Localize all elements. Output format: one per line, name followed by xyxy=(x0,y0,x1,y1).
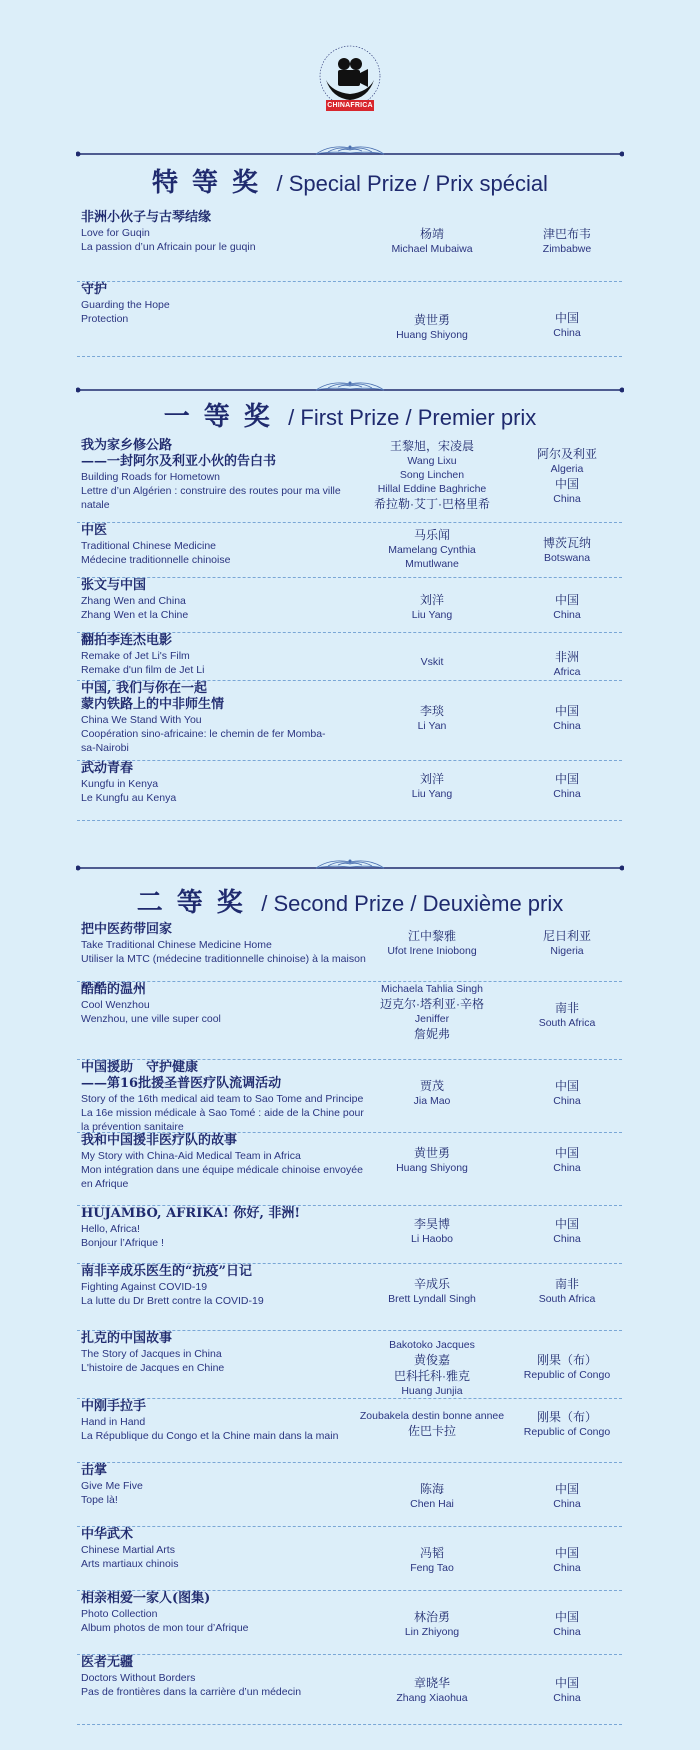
entry-author-people-en2: Jeniffer xyxy=(414,1013,450,1025)
entry-author-block xyxy=(347,771,517,801)
entry-country-en: China xyxy=(553,720,581,732)
entry-country-en: China xyxy=(553,1095,581,1107)
entry-country-en: Africa xyxy=(553,666,581,678)
entry-country-zh: 刚果（布） xyxy=(536,1353,597,1367)
entry-title-fr-line2: en Afrique xyxy=(81,1178,129,1190)
entry-author-people-zh: 黄俊嘉 xyxy=(413,1353,450,1367)
entry-country-en2: China xyxy=(553,493,581,505)
award-entry xyxy=(77,633,622,681)
entry-title-fr: Coopération sino-africaine: le chemin de fer Momba- xyxy=(81,728,326,740)
entry-country-en: South Africa xyxy=(538,1017,596,1029)
entry-title-block xyxy=(81,1591,381,1635)
entry-country-zh: 中国 xyxy=(554,593,579,607)
entry-title-fr-line2: la prévention sanitaire xyxy=(81,1121,184,1133)
entry-country-zh: 中国 xyxy=(554,1079,579,1093)
entry-author-block xyxy=(347,438,517,512)
entry-country-en: Republic of Congo xyxy=(523,1426,611,1438)
entry-country-zh: 中国 xyxy=(554,1146,579,1160)
entry-title-en: Give Me Five xyxy=(81,1480,143,1492)
award-entry xyxy=(77,1591,622,1655)
entry-title-fr: Arts martiaux chinois xyxy=(81,1558,179,1570)
award-entry xyxy=(77,282,622,357)
entry-author-people-zh: 黄世勇 xyxy=(413,1146,450,1160)
section-title-zh: 特等奖 xyxy=(152,168,273,198)
ornamental-divider xyxy=(76,856,624,880)
entry-title-fr: La 16e mission médicale à Sao Tomé : aide de la Chine pour xyxy=(81,1107,364,1119)
award-entry xyxy=(77,761,622,821)
section-title-en: / First Prize / Premier prix xyxy=(288,405,537,430)
entry-title-en: Hello, Africa! xyxy=(81,1223,140,1235)
entry-country-zh: 南非 xyxy=(554,1001,579,1015)
entry-author-people-zh: 迈克尔·塔利亚·辛格 xyxy=(380,997,484,1011)
entry-title-block xyxy=(81,523,381,567)
entry-author-people-en3: Hillal Eddine Baghriche xyxy=(377,483,487,495)
entry-author-block xyxy=(347,1609,517,1639)
entry-country-zh: 尼日利亚 xyxy=(542,929,591,943)
entry-author-people-en: Vskit xyxy=(420,656,444,668)
entry-country-zh2: 中国 xyxy=(554,477,579,491)
entry-author-block xyxy=(347,1338,517,1398)
entry-author-block xyxy=(347,1145,517,1175)
entry-country-block xyxy=(517,649,617,679)
entry-author-people-zh2: 希拉勒·艾丁·巴格里希 xyxy=(374,497,490,511)
entry-title-zh: HUJAMBO, AFRIKA! 你好, 非洲! xyxy=(81,1206,301,1221)
entry-title-en: Chinese Martial Arts xyxy=(81,1544,175,1556)
entry-title-en: China We Stand With You xyxy=(81,714,202,726)
entry-author-people-zh: 李琰 xyxy=(419,704,444,718)
dashed-separator xyxy=(77,356,622,357)
entry-author-people-en: Liu Yang xyxy=(411,609,453,621)
entry-author-block xyxy=(347,527,517,571)
entry-title-fr: Médecine traditionnelle chinoise xyxy=(81,554,231,566)
entry-title-zh: 把中医药带回家 xyxy=(81,922,173,937)
entry-title-zh: 中国援助 守护健康 xyxy=(81,1060,199,1075)
entry-title-zh: 中医 xyxy=(81,523,108,538)
entry-author-people-en2: Song Linchen xyxy=(399,469,465,481)
entry-country-zh: 阿尔及利亚 xyxy=(536,447,597,461)
entry-title-fr: Album photos de mon tour d’Afrique xyxy=(81,1622,249,1634)
entry-author-people-zh: 林治勇 xyxy=(413,1610,450,1624)
entry-author-people-zh: 章晓华 xyxy=(413,1676,450,1690)
entry-title-zh-line2: ——第16批援圣普医疗队流调活动 xyxy=(81,1076,282,1091)
entry-title-block xyxy=(81,282,381,326)
section-title-en: / Special Prize / Prix spécial xyxy=(276,171,548,196)
award-entry xyxy=(77,1060,622,1133)
entry-title-block xyxy=(81,922,381,966)
entry-country-en: South Africa xyxy=(538,1293,596,1305)
entry-country-block xyxy=(517,771,617,801)
entry-country-zh: 中国 xyxy=(554,1610,579,1624)
section-title xyxy=(0,162,700,199)
entry-author-people-en2: Mmutlwane xyxy=(405,558,459,570)
entry-title-zh: 武动青春 xyxy=(81,761,134,776)
entry-author-people-zh: 李昊博 xyxy=(413,1217,450,1231)
entry-country-zh: 南非 xyxy=(554,1277,579,1291)
entry-title-block xyxy=(81,1331,381,1375)
entry-title-block xyxy=(81,1655,381,1699)
entry-title-block xyxy=(81,633,381,677)
entry-title-block xyxy=(81,1264,381,1308)
entry-title-zh-line2: ——一封阿尔及利亚小伙的告白书 xyxy=(81,454,277,469)
entry-title-zh: 翻拍李连杰电影 xyxy=(81,633,173,648)
entry-title-zh: 中刚手拉手 xyxy=(81,1399,147,1414)
entry-country-block xyxy=(517,1145,617,1175)
entry-title-en: Remake of Jet Li's Film xyxy=(81,650,190,662)
entry-author-people-zh: 冯韬 xyxy=(419,1546,444,1560)
entry-title-zh: 我为家乡修公路 xyxy=(81,438,173,453)
entry-title-block xyxy=(81,210,381,254)
entry-author-people-zh2: 巴科托科·雅克 xyxy=(394,1369,470,1383)
entry-country-zh: 中国 xyxy=(554,1546,579,1560)
entry-author-block xyxy=(347,655,517,669)
entry-title-fr: Bonjour l’Afrique ! xyxy=(81,1237,164,1249)
entry-country-zh: 中国 xyxy=(554,704,579,718)
entry-country-zh: 中国 xyxy=(554,1217,579,1231)
entry-author-people-en: Mamelang Cynthia xyxy=(388,544,476,556)
entry-country-block xyxy=(517,1000,617,1030)
entry-title-fr: Zhang Wen et la Chine xyxy=(81,609,189,621)
entry-author-block xyxy=(347,1545,517,1575)
section-title xyxy=(0,882,700,919)
entry-title-block xyxy=(81,761,381,805)
entry-author-people-zh: 马乐闻 xyxy=(413,528,450,542)
entry-title-fr: Utiliser la MTC (médecine traditionnelle chinoise) à la maison xyxy=(81,953,366,965)
entry-author-people-en: Zhang Xiaohua xyxy=(396,1692,468,1704)
entry-title-fr: Mon intégration dans une équipe médicale chinoise envoyée xyxy=(81,1164,363,1176)
entry-title-fr: Protection xyxy=(81,313,129,325)
entry-title-zh: 我和中国援非医疗队的故事 xyxy=(81,1133,238,1148)
entry-title-zh: 中华武术 xyxy=(81,1527,134,1542)
entry-title-fr: La République du Congo et la Chine main dans la main xyxy=(81,1430,339,1442)
entry-author-people-zh: 江中黎雅 xyxy=(407,929,456,943)
entry-title-zh: 医者无疆 xyxy=(81,1655,134,1670)
entry-author-people-en: Brett Lyndall Singh xyxy=(388,1293,476,1305)
entry-country-block xyxy=(517,703,617,733)
award-entry xyxy=(77,1264,622,1331)
award-entry xyxy=(77,1331,622,1399)
entry-author-people-en: Bakotoko Jacques xyxy=(389,1339,475,1351)
entry-title-block xyxy=(81,1133,381,1191)
entry-title-fr: Lettre d’un Algérien : construire des routes pour ma ville xyxy=(81,485,341,497)
award-entry xyxy=(77,210,622,282)
entry-title-en: Photo Collection xyxy=(81,1608,158,1620)
entry-country-block xyxy=(517,1675,617,1705)
entry-title-en: Cool Wenzhou xyxy=(81,999,150,1011)
entry-title-zh-line2: 蒙内铁路上的中非师生情 xyxy=(81,697,225,712)
entry-title-en: Guarding the Hope xyxy=(81,299,170,311)
entry-author-people-en: Michaela Tahlia Singh xyxy=(381,983,483,995)
entry-author-block xyxy=(347,1216,517,1246)
entry-title-block xyxy=(81,982,381,1026)
entry-country-block xyxy=(517,1276,617,1306)
award-entry xyxy=(77,1133,622,1206)
entry-country-en: China xyxy=(553,1562,581,1574)
entry-title-en: Take Traditional Chinese Medicine Home xyxy=(81,939,272,951)
entry-country-block xyxy=(517,1409,617,1439)
entry-country-block xyxy=(517,1078,617,1108)
entry-title-block xyxy=(81,578,381,622)
entry-author-people-en: Lin Zhiyong xyxy=(404,1626,460,1638)
entry-title-en: Zhang Wen and China xyxy=(81,595,186,607)
section-title-zh: 一等奖 xyxy=(163,402,284,432)
entry-country-en: China xyxy=(553,1233,581,1245)
entry-author-people-en: Feng Tao xyxy=(410,1562,454,1574)
entry-title-zh: 相亲相爱一家人(图集) xyxy=(81,1591,211,1606)
entry-country-zh: 中国 xyxy=(554,1482,579,1496)
entry-author-people-zh: 刘洋 xyxy=(419,772,444,786)
entry-author-people-en: Zoubakela destin bonne annee xyxy=(359,1410,505,1422)
entry-author-people-zh: 辛成乐 xyxy=(413,1277,450,1291)
entry-title-en: Traditional Chinese Medicine xyxy=(81,540,217,552)
entry-author-people-zh: 黄世勇 xyxy=(413,313,450,327)
section-title-zh: 二等奖 xyxy=(136,888,257,918)
award-entry xyxy=(77,1527,622,1591)
entry-title-zh: 酷酷的温州 xyxy=(81,982,147,997)
entry-country-en: Botswana xyxy=(543,552,591,564)
award-entry xyxy=(77,1399,622,1463)
entry-country-block xyxy=(517,1216,617,1246)
entry-country-en: Zimbabwe xyxy=(542,243,592,255)
entry-author-people-en: Michael Mubaiwa xyxy=(391,243,473,255)
award-entry xyxy=(77,681,622,761)
entry-author-block xyxy=(347,928,517,958)
entry-title-zh: 守护 xyxy=(81,282,108,297)
award-entry xyxy=(77,578,622,633)
entry-country-en: China xyxy=(553,1692,581,1704)
entry-title-en: Kungfu in Kenya xyxy=(81,778,159,790)
entry-author-block xyxy=(347,1078,517,1108)
entry-title-block xyxy=(81,1206,381,1250)
entry-author-block xyxy=(347,226,517,256)
entry-author-people-zh: 刘洋 xyxy=(419,593,444,607)
entry-country-block xyxy=(517,1352,617,1382)
award-entry xyxy=(77,1206,622,1264)
entry-author-people-en: Liu Yang xyxy=(411,788,453,800)
entry-title-block xyxy=(81,1527,381,1571)
section-title xyxy=(0,396,700,433)
entry-author-block xyxy=(347,1481,517,1511)
entry-title-fr: L'histoire de Jacques en Chine xyxy=(81,1362,225,1374)
entry-author-block xyxy=(347,1675,517,1705)
entry-author-block xyxy=(347,312,517,342)
dashed-separator xyxy=(77,820,622,821)
dashed-separator xyxy=(77,1724,622,1725)
entry-author-people-zh2: 詹妮弗 xyxy=(413,1027,450,1041)
entry-author-people-en: Jia Mao xyxy=(413,1095,451,1107)
entry-title-en: Hand in Hand xyxy=(81,1416,146,1428)
entry-title-fr: Le Kungfu au Kenya xyxy=(81,792,177,804)
entry-author-block xyxy=(347,982,517,1042)
entry-author-people-en: Huang Shiyong xyxy=(396,329,468,341)
entry-author-people-en2: Huang Junjia xyxy=(401,1385,463,1397)
entry-author-block xyxy=(347,1276,517,1306)
entry-title-zh: 击掌 xyxy=(81,1463,108,1478)
entry-country-en: Algeria xyxy=(550,463,584,475)
entry-title-fr-line2: sa-Nairobi xyxy=(81,742,129,754)
entry-title-zh: 非洲小伙子与古琴结缘 xyxy=(81,210,212,225)
entry-title-fr: La passion d’un Africain pour le guqin xyxy=(81,241,256,253)
entry-author-block xyxy=(347,592,517,622)
entry-country-zh: 刚果（布） xyxy=(536,1410,597,1424)
entry-country-block xyxy=(517,535,617,565)
entry-country-en: China xyxy=(553,1498,581,1510)
entry-title-zh: 张文与中国 xyxy=(81,578,147,593)
entry-country-block xyxy=(517,1609,617,1639)
entry-country-block xyxy=(517,928,617,958)
entry-title-fr: Pas de frontières dans la carrière d’un médecin xyxy=(81,1686,302,1698)
entry-country-block xyxy=(517,1545,617,1575)
entry-country-en: China xyxy=(553,327,581,339)
entry-author-people-en: Huang Shiyong xyxy=(396,1162,468,1174)
entry-title-fr: Tope là! xyxy=(81,1494,118,1506)
entry-title-block xyxy=(81,1060,381,1134)
entry-title-block xyxy=(81,1399,381,1443)
entry-title-fr: Remake d'un film de Jet Li xyxy=(81,664,205,676)
entry-country-zh: 博茨瓦纳 xyxy=(542,536,591,550)
award-entry xyxy=(77,438,622,523)
award-entry xyxy=(77,922,622,982)
entry-author-people-en: Li Haobo xyxy=(410,1233,454,1245)
entry-country-en: China xyxy=(553,1626,581,1638)
entry-country-en: China xyxy=(553,788,581,800)
award-entry xyxy=(77,1463,622,1527)
entry-title-zh: 南非辛成乐医生的“抗疫”日记 xyxy=(81,1264,252,1279)
entry-country-en: Nigeria xyxy=(550,945,584,957)
entry-country-zh: 津巴布韦 xyxy=(542,227,591,241)
entry-title-fr: La lutte du Dr Brett contre la COVID-19 xyxy=(81,1295,264,1307)
entry-author-people-zh: 王黎旭，宋凌晨 xyxy=(389,439,474,453)
entry-author-people-zh: 贾茂 xyxy=(419,1079,444,1093)
entry-country-zh: 中国 xyxy=(554,772,579,786)
entry-author-people-zh: 杨靖 xyxy=(419,227,444,241)
entry-title-fr-line2: natale xyxy=(81,499,110,511)
entry-author-people-en: Li Yan xyxy=(417,720,447,732)
entry-country-block xyxy=(517,310,617,340)
entry-title-block xyxy=(81,1463,381,1507)
entry-title-block xyxy=(81,681,381,755)
entry-country-block xyxy=(517,226,617,256)
entry-title-en: The Story of Jacques in China xyxy=(81,1348,222,1360)
entry-country-zh: 中国 xyxy=(554,311,579,325)
entry-country-block xyxy=(517,446,617,506)
award-entry xyxy=(77,982,622,1060)
entry-title-en: Doctors Without Borders xyxy=(81,1672,196,1684)
entry-author-people-zh: 陈海 xyxy=(419,1482,444,1496)
entry-author-people-en: Chen Hai xyxy=(410,1498,454,1510)
award-entry xyxy=(77,1655,622,1725)
entry-title-zh: 扎克的中国故事 xyxy=(81,1331,173,1346)
entry-author-block xyxy=(347,1409,517,1439)
entry-title-en: Story of the 16th medical aid team to Sao Tome and Principe xyxy=(81,1093,364,1105)
entry-author-people-zh: 佐巴卡拉 xyxy=(407,1424,456,1438)
entry-title-en: Building Roads for Hometown xyxy=(81,471,220,483)
award-entry xyxy=(77,523,622,578)
entry-country-block xyxy=(517,592,617,622)
section-title-en: / Second Prize / Deuxième prix xyxy=(261,891,564,916)
entry-title-en: Fighting Against COVID-19 xyxy=(81,1281,208,1293)
entry-title-en: Love for Guqin xyxy=(81,227,150,239)
entry-country-zh: 中国 xyxy=(554,1676,579,1690)
entry-title-block xyxy=(81,438,381,512)
entry-country-zh: 非洲 xyxy=(554,650,579,664)
entry-title-zh: 中国, 我们与你在一起 xyxy=(81,681,208,696)
logo-banner-text: CHINAFRICA xyxy=(327,102,373,109)
entry-author-block xyxy=(347,703,517,733)
entry-title-fr: Wenzhou, une ville super cool xyxy=(81,1013,221,1025)
entry-author-people-en: Ufot Irene Iniobong xyxy=(387,945,477,957)
entry-country-en: China xyxy=(553,1162,581,1174)
entry-title-en: My Story with China-Aid Medical Team in Africa xyxy=(81,1150,301,1162)
entry-author-people-en: Wang Lixu xyxy=(407,455,457,467)
entry-country-en: Republic of Congo xyxy=(523,1369,611,1381)
entry-country-en: China xyxy=(553,609,581,621)
entry-country-block xyxy=(517,1481,617,1511)
